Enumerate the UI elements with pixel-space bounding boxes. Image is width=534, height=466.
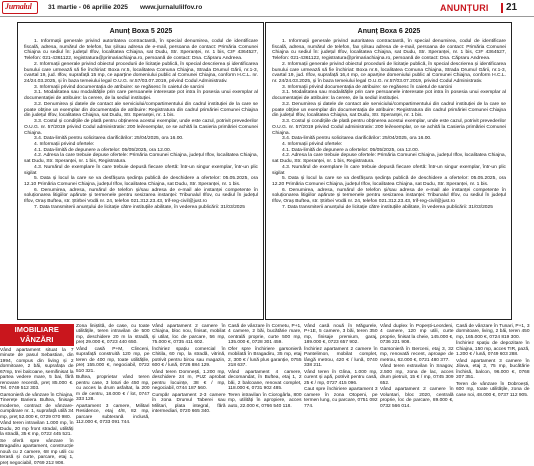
classified-column xyxy=(76,324,150,462)
announcement-paragraph: 5. Data și locul la care se va desfășura ședința publică de deschidere a ofertelor: 05.05.2025, ora 12.10 Primăria Comunei Chiajna, județul Ilfov, localitatea Chiajna, sat Dudu, Str. Speranței, nr. 1 bis. xyxy=(24,176,258,187)
announcement-paragraph: 4. Informații privind ofertele: xyxy=(34,141,95,147)
announcement-paragraph: 5. Data și locul la care se va desfășura ședința publică de deschidere a ofertelor: 05.05.2025, ora 12.20 Primăria Comunei Chiajna, județul Ilfov, localitatea Chiajna, sat Dudu, Str. Speranței, nr. 1 bis. xyxy=(272,176,506,187)
classified-column xyxy=(228,324,302,462)
announcement-paragraph: 2. Informații generale privind obiectul procedurii de licitație publică, în special descrierea și identificarea bunului care urmează să fie închiriat: Boxa nr.5, localitatea Comuna Chiajna, Strada Drumul Gării, nr.1-3, cvartal 19, jud. Ilfov, suprafață 15 mp, ce aparține domeniului public al Comunei Chiajna, conform H.C.L. nr. 24/24.03.2025, și în baza temeiului legal O.U.G. nr.57/03.07.2019, privind Codul Administrativ. xyxy=(24,61,258,85)
classified-ad: Vând apartament 2 camere în Chiajna, bloc nou, finisat, mobilat și utilat, loc de parcare, 56 mp, 75.000 €, 0735 411 602. xyxy=(152,324,226,346)
announcement-paragraph: 3.1. Modalitatea sau modalitățile prin care persoanele interesate pot intra în posesia unui exemplar al documentației de atribuire: la cerere, de la sediul instituției. xyxy=(24,90,258,102)
classified-ad: Se oferă spre vânzare în Bragadiru apartament, construcție nouă cu 2 camere, 68 mp utili cu terasă și curte, parcare, etaj 1, preț negociabil, 0769 212 908. xyxy=(0,438,74,466)
announcement-paragraph: 4.2. Adresa la care trebuie depuse ofertele: Primăria Comunei Chiajna, județul Ilfov, localitatea Chiajna, sat Dudu, Str. Speranței, nr. 1 bis, Registratura. xyxy=(272,153,506,165)
classifieds-heading-sub: VÂNZĂRI xyxy=(20,335,54,344)
announcement-box-5 xyxy=(17,22,264,320)
announcement-paragraph: 4.1. Data-limită de depunere a ofertelor: 05/05/2025, ora 12.00. xyxy=(282,147,420,153)
announcement-paragraph: 4. Informații privind ofertele: xyxy=(282,141,343,147)
classified-ad: Închiriez spațiu comercial în Chitila, 60 mp, la stradă, vitrină, potrivit pentru birou sau magazin, 600 € / lună, 0726 884 129. xyxy=(152,346,226,369)
classifieds-section xyxy=(0,324,534,466)
website-url[interactable]: www.jurnalulilfov.ro xyxy=(140,4,203,11)
announcement-paragraph: 6. Denumirea, adresa, numărul de telefon și/sau adresa de e-mail ale instanței competente în soluționarea litigiilor apărute și termenele pentru sesizarea instanței: Tribunalul Ilfov, cu sediul în județul Ilfov, Oraș Buftea, str. Știrbei Vodă nr. 24, telefon 021.312.23.43, trif-reg-civil@just.ro xyxy=(24,187,258,205)
classified-ad: Vând apartament situat la 7 minute de pasul Sebastian, din 1994, compus din living și 2 dormitoare, 2 băi, suprafața de 67mp, trei balcoane, semifinisat la partea vedere mare, 5 bai, fără renovare recentă, preț 85.000 €. Tel. 0749 512 303. xyxy=(0,348,74,392)
section-title: ANUNȚURI xyxy=(440,3,489,13)
classified-ad: Vând apartament 3 camere în Jilava, etaj 2, 75 mp, bucătărie închisă, balcon, 96.000 €, 0768 207 351. xyxy=(456,358,530,381)
announcement-paragraph: 7. Data transmiterii anunțului de licitație către instituțiile abilitate, în vederea publicării: 31/03/2025 xyxy=(282,204,493,210)
announcement-paragraph: 3.3. Costul și condițiile de plată pentru obținerea acestui exemplar, unde este cazul, potrivit prevederilor O.U.G. nr. 57/2019 privind Codul administrativ: 200 lei/exemplar, ce se achită la Casieria primăriei Comunei Chiajna. xyxy=(24,119,258,136)
classified-ad: Casă de vânzare în Cornetu, P+1, 4 camere, 2 băi, bucătărie mare, centrală proprie, curte 500 mp, 135.000 €, 0728 301 459. xyxy=(228,324,302,346)
classified-ad: Vând apartament 2 camere în Voluntari, bloc 2020, centrală proprie, loc de parcare, 89.000 €, 0732 566 014. xyxy=(380,387,454,409)
classified-ad: Casă de vânzare în Tunari, P+1, 3 dormitoare, living, 2 băi, teren 450 mp, 165.000 €, 0724 819 300. xyxy=(456,324,530,340)
announcement-title: Anunț Boxa 6 2025 xyxy=(357,28,421,35)
classified-ad: Teren de vânzare în Dobroești, 600 mp, toate utilitățile, zona de case noi, 48.000 €, 0737 112 905. xyxy=(456,381,530,398)
classified-column xyxy=(152,324,226,462)
announcement-paragraph: 2. Informații generale privind obiectul procedurii de licitație publică, în special descrierea și identificarea bunului care urmează să fie închiriat: Boxa nr.6, localitatea Comuna Chiajna, Strada Drumul Gării, nr.1-3, cvartal 19, jud. Ilfov, suprafață 16,4 mp, ce aparține domeniului public al Comunei Chiajna, conform H.C.L. nr. 24/24.03.2025, și în baza temeiului legal O.U.G. nr.57/03.07.2019, privind Codul Administrativ. xyxy=(272,61,506,85)
announcement-paragraph: 3.2. Denumirea și datele de contact ale serviciului/compartimentului din cadrul instituției de la care se poate obține un exemplar din documentația de atribuire: Registratura din cadrul primăriei Comunei Chiajna din județul Ilfov, localitatea Chiajna, sat Dudu, Str. Speranței, nr. 1 bis. xyxy=(24,101,258,119)
classified-column xyxy=(456,324,530,462)
classified-column xyxy=(304,324,378,462)
announcement-paragraph: 7. Data transmiterii anunțului de licitație către instituțiile abilitate, în vederea publicării: 31/03/2025 xyxy=(34,204,245,210)
announcement-paragraph: 3.2. Denumirea și datele de contact ale serviciului/compartimentului din cadrul instituției de la care se poate obține un exemplar din documentația de atribuire: Registratura din cadrul primăriei Comunei Chiajna din județul Ilfov, localitatea Chiajna, sat Dudu, Str. Speranței, nr. 1 bis. xyxy=(272,101,506,119)
classified-ad: Vând teren extravilan în Snagov, 2.500 mp, zona de lac, acces drum pietruit, 15 € / mp, 0745 309 652. xyxy=(380,364,454,386)
announcement-paragraph: 1. Informații generale privind autoritatea contractantă, în special denumirea, codul de identificare fiscală, adresa, numărul de telefon, fax și/sau adresa de e-mail, persoana de contact: Primăria Comunei Chiajna cu sediul în: județul Ilfov, localitatea Chiajna, sat Dudu, Str. Speranței, nr. 1 bis, CIF 4364527, Telefon: 021-4361122, registratura@primariachiajna.ro, persoană de contact: Dna. Căpraru Andreea. xyxy=(272,39,506,62)
announcement-paragraph: 1. Informații generale privind autoritatea contractantă, în special denumirea, codul de identificare fiscală, adresa, numărul de telefon, fax și/sau adresa de e-mail, persoana de contact: Primăria Comunei Chiajna cu sediul în: județul Ilfov, localitatea Chiajna, sat Dudu, Str. Speranței, nr. 1 bis, CIF 4364527, Telefon: 021-4361122, registratura@primariachiajna.ro, persoană de contact: Dna. Căpraru Andreea. xyxy=(24,39,258,62)
announcement-paragraph: 4.1. Data-limită de depunere a ofertelor: 05/05/2025, ora 12.00. xyxy=(34,147,172,153)
classified-ad: Garsonieră în Berceni, etaj 3, 32 mp, renovată recent, aproape de metrou, 62.000 €, 0721 480 377. xyxy=(380,346,454,363)
page-header xyxy=(0,0,534,16)
classified-ad: Cumpăr apartament 2-3 camere în zona Drumul Taberei sau Militari, plata integral, fără intermediari, 0720 665 340. xyxy=(152,392,226,415)
classified-ad: Ofer spre închiriere garsonieră mobilată în Bragadiru, 35 mp, etaj 2, 300 € / lună plus garanție, 0755 218 637. xyxy=(228,346,302,369)
classified-column xyxy=(380,324,454,462)
classified-ad: Teren intravilan în Ciorogârla, 800 mp, utilități în apropiere, acces auto, 22.000 €, 0766 540 118. xyxy=(228,392,302,409)
announcement-box-6 xyxy=(265,22,512,320)
announcement-paragraph: 3.4. Data-limită pentru solicitarea clarificărilor: 25/04/2025, ora 16.00. xyxy=(34,136,184,142)
classified-ad: Vând teren în Glina, 1.000 mp, curent și apă, potrivit pentru casă, 25 € / mp, 0727 415 096. xyxy=(304,369,378,386)
page-number: 21 xyxy=(506,2,518,13)
classified-ad: Caut spre închiriere apartament 3 camere în zona Otopeni, pe termen lung, cu parcare, 0751 092 774. xyxy=(304,387,378,409)
classified-ad: Vând casă nouă în Măgurele, P+1E, 5 camere, 3 băi, teren 350 mp, finisaje premium, garaj, 189.000 €, 0723 657 902. xyxy=(304,324,378,346)
newspaper-logo[interactable] xyxy=(2,1,38,14)
classified-ad: Zona liniștită, de case, cu toate utilitățile, teren intravilan de 500 mp, deschidere 20 m la stradă, preț 29.000 €, 0723 440 650. xyxy=(76,324,150,346)
announcement-title: Anunț Boxa 5 2025 xyxy=(109,28,173,35)
classified-ad: Vând teren Domnești, 1.200 mp, deschidere 24 m, PUZ aprobat pentru locuințe, 38 € / mp, negociabil, 0744 187 560. xyxy=(152,369,226,392)
classified-column xyxy=(0,324,74,466)
announcement-paragraph: 3.4. Data-limită pentru solicitarea clarificărilor: 25/04/2025, ora 16.00. xyxy=(282,136,432,142)
classified-ad: Închiriez spațiu de depozitare în Chiajna, 150 mp, acces TIR, pază, 1.200 € / lună, 0749 603 288. xyxy=(456,341,530,358)
header-rule xyxy=(0,16,534,17)
announcement-paragraph: 3. Informații privind documentația de atribuire: se regăsesc în caietul de sarcini xyxy=(282,84,453,90)
logo-text: Jurnalul xyxy=(5,2,32,11)
classified-ad: Vând apartament 4 camere, decomandat, în Buftea, etaj 1, 2 băi, 2 balcoane, renovat complet, 118.000 €, 0731 902 485. xyxy=(228,369,302,392)
announcement-paragraph: 3. Informații privind documentația de atribuire: se regăsesc în caietul de sarcini xyxy=(34,84,205,90)
announcement-paragraph: 4.3. Numărul de exemplare în care trebuie depusă fiecare ofertă: Într-un singur exemplar, într-un plic sigilat xyxy=(24,164,258,176)
classified-ad: Vând casă P+M, Clinceni, suprafață construită 120 mp, pe teren de 400 mp, toate utilitățile, preț 155.000 €, negociabil, 0722 510 321. xyxy=(76,346,150,374)
announcement-paragraph: 4.3. Numărul de exemplare în care trebuie depusă fiecare ofertă: Într-un singur exemplar, într-un plic sigilat xyxy=(272,164,506,176)
classifieds-heading-main: IMOBILIARE xyxy=(14,325,59,334)
classifieds-heading xyxy=(0,324,74,346)
header-divider xyxy=(501,3,503,13)
issue-date: 31 martie - 06 aprilie 2025 xyxy=(48,4,128,11)
classified-ad: Buftea, proprietar vând teren pentru case, 3 loturi de 450 mp, cu acces la drum asfaltat, la 200 m de centru, 18.000 € / lot, 0747 333 128. xyxy=(76,375,150,403)
classified-ad: Închiriez apartament 2 camere în Pantelimon, mobilat complet, lângă metrou, 420 € / lună, 0740 338 211. xyxy=(304,346,378,369)
classified-ad: Vând duplex în Popești-Leordeni, 4 camere, 120 mp utili, curte proprie, finisat la cheie, 145.000 €, 0736 221 908. xyxy=(380,324,454,346)
announcement-paragraph: 6. Denumirea, adresa, numărul de telefon și/sau adresa de e-mail ale instanței competente în soluționarea litigiilor apărute și termenele pentru sesizarea instanței: Tribunalul Ilfov, cu sediul în județul Ilfov, Oraș Buftea, str. Știrbei Vodă nr. 24, telefon 021.312.23.43, trif-reg-civil@just.ro xyxy=(272,187,506,205)
announcement-paragraph: 3.1. Modalitatea sau modalitățile prin care persoanele interesate pot intra în posesia unui exemplar al documentației de atribuire: la cerere, de la sediul instituției. xyxy=(272,90,506,102)
announcement-paragraph: 3.3. Costul și condițiile de plată pentru obținerea acestui exemplar, unde este cazul, potrivit prevederilor O.U.G. nr. 57/2019 privind Codul administrativ: 200 lei/exemplar, ce se achită la Casieria primăriei Comunei Chiajna. xyxy=(272,119,506,136)
announcement-paragraph: 4.2. Adresa la care trebuie depuse ofertele: Primăria Comunei Chiajna, județul Ilfov, localitatea Chiajna, sat Dudu, Str. Speranței, nr. 1 bis, Registratura. xyxy=(24,153,258,165)
classified-ad: Apartament 3 camere, Militari Residence, etaj 4/8, 82 mp, parcare subterană inclusă, 112.000 €, 0733 091 744. xyxy=(76,403,150,426)
classified-ad: Garsonieră de vânzare în Chiajna, Tinerețe Bariera Buftea, finisaje moderne, contract de vânzare-cumpărare nr. 1, suprafață utilă 34 mp, preț 52.000 €, 0729 070 980. xyxy=(0,392,74,420)
classified-ad: Vând teren intravilan 1.000 mp, în Dudu, 20 mp front stradal, utilități la stradă, 35 € mp, 0722 445 521. xyxy=(0,421,74,438)
